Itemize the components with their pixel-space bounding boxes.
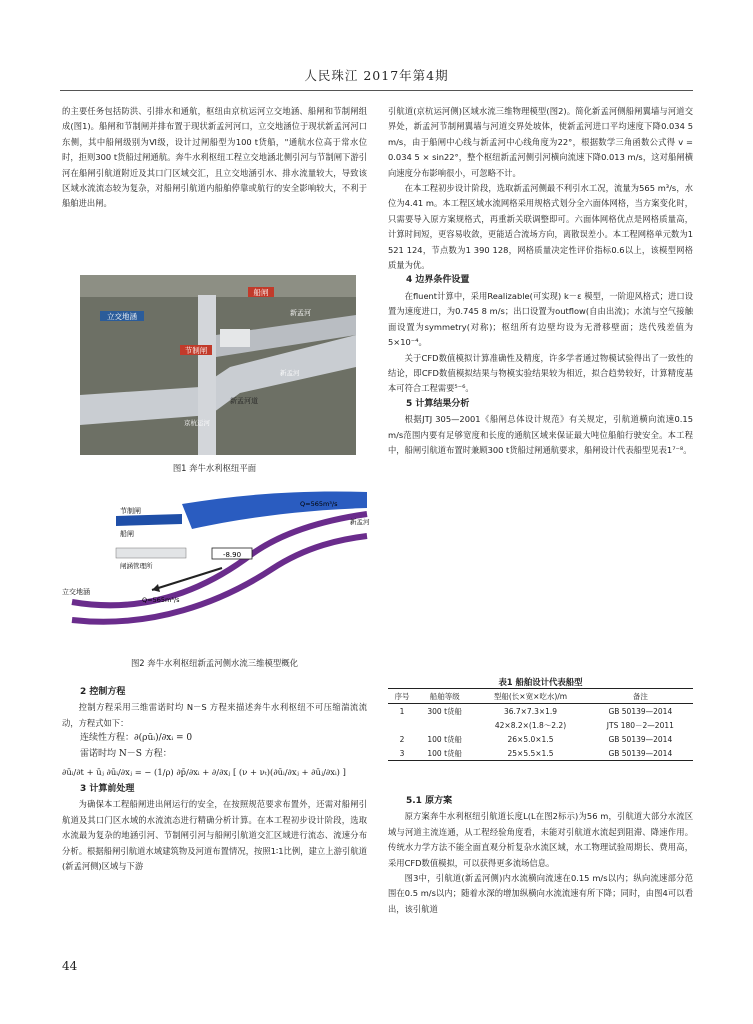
cell: 100 t货船	[416, 746, 473, 761]
cell: 3	[388, 746, 416, 761]
journal-header: 人民珠江 2017年第4期	[304, 68, 449, 83]
section-3-title: 3 计算前处理	[80, 784, 135, 795]
left-section-2	[62, 685, 367, 874]
cell: GB 50139—2014	[608, 734, 673, 744]
fig2-chuanzha-label: 船闸	[120, 530, 134, 538]
cell	[416, 718, 473, 732]
cell: 2	[399, 734, 405, 744]
table-row	[388, 704, 693, 719]
ns-equation-label: 雷诺时均 N－S 方程：	[80, 748, 172, 759]
right-section-5-1	[388, 794, 693, 917]
fig1-jiezhizha-label: 节制闸	[184, 346, 208, 355]
th-remarks: 备注	[588, 689, 693, 704]
figure-1	[80, 275, 356, 455]
fig2-elev-label: -8.90	[222, 551, 242, 559]
cell: 26×5.0×1.5	[507, 734, 554, 744]
fig1-gaige-label: 新孟河道	[230, 397, 258, 405]
cell: JTS 180－2—2011	[606, 720, 674, 730]
table-row	[388, 732, 693, 746]
cell: 42×8.2×(1.8～2.2)	[494, 720, 567, 730]
fig1-didian-label: 立交地涵	[107, 312, 137, 321]
fig2-jiezhizha-label: 节制闸	[120, 507, 141, 515]
cell: 1	[399, 706, 405, 716]
section-5-title: 5 计算结果分析	[406, 398, 470, 409]
table-header-row	[388, 689, 693, 704]
fig2-didian-label: 立交地涵	[62, 588, 90, 596]
section-2-title: 2 控制方程	[80, 687, 126, 697]
fig1-xinmenghe-label: 新孟河	[290, 309, 311, 317]
cell	[388, 718, 416, 732]
right-column	[388, 104, 693, 458]
section-4-title: 4 边界条件设置	[406, 275, 470, 286]
section-5-1-title: 5.1 原方案	[406, 796, 453, 806]
fig1-jinghang-label: 京杭运河	[184, 419, 210, 427]
section-3-paragraph: 为确保本工程船闸进出闸运行的安全，在按照规范要求布置外，还需对船闸引航道及其口门区水域的水流流态进行精确分析计算。在本工程初步设计阶段，选取水流最为复杂的地涵引河、节制闸引河与船闸引航道交汇区域进行流态、流速分布分析。根据船闸引航道水域建筑物及河道布置情况，按照1∶1比例，建立上游引航道(新孟河侧)区域与下游	[62, 799, 367, 872]
fig2-flow2-label: Q=565m³/s	[142, 596, 180, 604]
figure-2	[62, 484, 370, 632]
header-rule	[60, 90, 693, 91]
fig2-flow1-label: Q=565m³/s	[300, 500, 338, 508]
cell: GB 50139—2014	[608, 706, 673, 716]
continuity-equation: 连续性方程：∂(ρūᵢ)/∂xᵢ = 0	[80, 733, 193, 744]
fig2-xmh-label: 新孟河	[350, 518, 370, 526]
th-ship-class: 船舶等级	[416, 689, 473, 704]
cell: 300 t货船	[427, 706, 463, 716]
fig2-guanlisuo-label: 闸涵管理所	[120, 562, 153, 570]
cell: 36.7×7.3×1.9	[503, 706, 558, 716]
section-5-1-paragraph-2: 图3中，引航道(新孟河侧)内水流横向流速在0.15 m/s以内；纵向流速部分范围在0.5 m/s以内；随着水深的增加纵横向水流流速有所下降；同时，由图4可以看出，该引航道	[388, 873, 693, 914]
section-2-paragraph: 控制方程采用三维雷诺时均 N－S 方程来描述奔牛水利枢纽不可压缩湍流流动，方程式如下：	[62, 702, 367, 728]
right-paragraph-2: 在本工程初步设计阶段，选取新孟河侧最不利引水工况，流量为565 m³/s，水位为4.41 m。本工程区域水流网格采用规格式划分全六面体网格，当方案变化时，只需要导入原方案规格式，再重新关联调整即可。六面体网格优点是网格质量高，计算时间短，更容易收敛，更能适合流场方向，离散误差小。本工程网格单元数为1 521 124，节点数为1 390 128，网格质量决定性评价指标0.6以上，该模型网格质量为优。	[388, 183, 693, 271]
fig2-arrow-head	[152, 584, 160, 592]
figure-1-caption: 图1 奔牛水利枢纽平面	[172, 463, 257, 473]
figure-2-model	[62, 484, 370, 632]
right-paragraph-1: 引航道(京杭运河侧)区域水流三维物理模型(图2)。简化新孟河侧船闸翼墙与河道交界处，新孟河节制闸翼墙与河道交界处坡体，使新孟河进口平均速度下降0.034 5 m/s，由于船闸中心线与新孟河中心线角度为22°，根据数学三角函数公式得 v = 0.034 5 × sin22°，整个枢纽新孟河侧引河横向流速下降0.013 m/s，这对船闸横向速度分布影响很小，可忽略不计。	[388, 106, 693, 178]
ns-equation: ∂ūᵢ/∂t + ūⱼ ∂ūᵢ/∂xⱼ = − (1/ρ) ∂p̄/∂xᵢ + ∂/∂xⱼ [ (ν + νₜ)(∂ūᵢ/∂xⱼ + ∂ūⱼ/∂xᵢ) ]	[62, 767, 346, 778]
th-dimensions: 型船(长×宽×吃水)/m	[473, 689, 587, 704]
th-index: 序号	[388, 689, 416, 704]
section-4-paragraph-2: 关于CFD数值模拟计算准确性及精度，许多学者通过物模试验得出了一致性的结论，即CFD数值模拟结果与物模实验结果较为相近，拟合趋势较好，计算精度基本可符合工程需要⁵⁻⁶。	[388, 352, 693, 394]
fig1-xinmenghe2-label: 新孟河	[280, 369, 300, 377]
section-5-1-paragraph-1: 原方案奔牛水利枢纽引航道长度L(L在图2标示)为56 m，引航道大部分水流区域与河道主流连通，从工程经验角度看，未能对引航道水流起到阻滞、降速作用。传统水力学方法不能全面直观分析复杂水流区域，水工物理试验周期长、费用高，采用CFD数值模拟，可以获得更多流场信息。	[388, 811, 693, 868]
figure-1-map	[80, 275, 356, 455]
cell: GB 50139—2014	[588, 746, 693, 761]
section-4-paragraph-1: 在fluent计算中，采用Realizable(可实现) k－ε 模型，一阶迎风格式；进口设置为速度进口，为0.745 8 m/s；出口设置为outflow(自由出流)；水流与空气接触面设置为symmetry(对称)；枢纽所有边壁均设为无滑移壁面；迭代残差值为5×10⁻⁴。	[388, 290, 693, 348]
table-1-block	[388, 676, 693, 761]
figure-2-caption: 图2 奔牛水利枢纽新孟河侧水流三维模型概化	[130, 658, 299, 668]
table-row	[388, 746, 693, 761]
section-5-paragraph: 根据JTJ 305—2001《船闸总体设计规范》有关规定，引航道横向流速0.15 m/s范围内要有足够宽度和长度的通航区域来保证最大吨位船舶行驶安全。本工程中，船闸引航道布置时兼顾300 t货船过闸通航要求，船闸设计代表船型见表1⁷⁻⁸。	[388, 414, 693, 455]
table-row	[388, 718, 693, 732]
page-number: 44	[62, 959, 78, 973]
cell: 25×5.5×1.5	[473, 746, 587, 761]
table-1-caption: 表1 船舶设计代表船型	[498, 677, 583, 687]
cell: 100 t货船	[427, 734, 463, 744]
intro-paragraph: 的主要任务包括防洪、引排水和通航，枢纽由京杭运河立交地涵、船闸和节制闸组成(图1)。船闸和节制闸并排布置于现状新孟河河口，立交地涵位于现状新孟河河口东侧，其中船闸级别为Ⅵ级，设计过闸船型为100 t货船，"通航水位高于常水位时，拒则300 t货船过闸通航。奔牛水利枢纽工程立交地涵北侧引河与节制闸下游引河在船闸引航道附近及其口门区域交汇，且立交地涵引水、排水流量较大，导致该区域水流流态较为复杂，对船闸引航道内船舶停靠或航行的安全影响较大，不利于船舶进出闸。	[62, 106, 367, 209]
left-intro	[62, 104, 367, 212]
fig1-chuanzha-label: 船闸	[253, 288, 269, 297]
table-1	[388, 688, 693, 761]
